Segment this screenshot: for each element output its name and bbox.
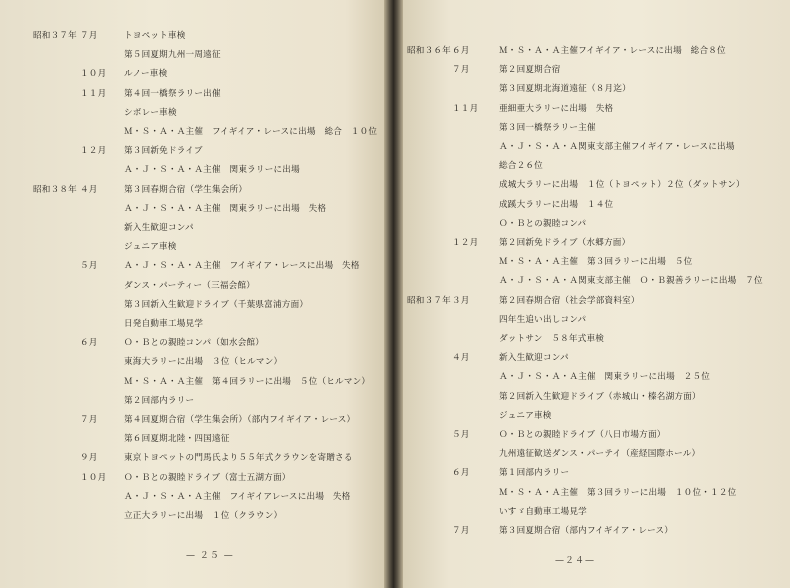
entry-text: Ａ・Ｊ・Ｓ・Ａ・Ａ関東支部主催 Ｏ・Ｂ親善ラリーに出場 ７位 <box>499 276 763 287</box>
entry-month: ６月 <box>80 338 98 349</box>
entry-text: Ｏ・Ｂとの親睦ドライブ（富士五湖方面） <box>124 472 291 483</box>
entry-text: 第２回部内ラリー <box>124 395 195 406</box>
entry-text: Ａ・Ｊ・Ｓ・Ａ・Ａ主催 フイギイア・レースに出場 失格 <box>124 261 360 272</box>
entry-text: 総合２６位 <box>499 161 543 172</box>
entry-text: いすゞ自動車工場見学 <box>499 506 587 517</box>
entry-era: 昭和３８年 <box>33 184 77 195</box>
entry-text: ダンス・パーティー（三福会館） <box>124 280 256 291</box>
entry-month: １２月 <box>452 238 479 248</box>
entry-month: １０月 <box>80 69 107 80</box>
entry-text: Ｍ・Ｓ・Ａ・Ａ主催 第４回ラリーに出場 ５位（ヒルマン） <box>124 376 371 387</box>
entry-text: 第２回新免ドライブ（水郷方面） <box>499 238 631 248</box>
entry-text: 亜細亜大ラリーに出場 失格 <box>499 103 614 114</box>
entry-text: ダットサン ５８年式車検 <box>499 334 605 344</box>
entry-text: 新入生歓迎コンパ <box>124 223 194 233</box>
entry-text: トヨペット車検 <box>124 31 186 41</box>
entry-text: 第２回新入生歓迎ドライブ（赤城山・榛名湖方面） <box>499 391 701 402</box>
entry-month: １０月 <box>80 472 107 483</box>
entry-text: Ｍ・Ｓ・Ａ・Ａ主催 フイギイア・レースに出場 総合 １０位 <box>124 127 378 137</box>
entry-text: 第３回夏期合宿（部内フイギイア・レース） <box>499 526 674 536</box>
entry-month: ９月 <box>80 453 98 464</box>
entry-text: 第３回新免ドライブ <box>124 146 203 157</box>
entry-text: 第３回春期合宿（学生集会所） <box>124 184 248 195</box>
entry-text: 立正大ラリーに出場 １位（クラウン） <box>124 511 283 521</box>
entry-text: ジュニア車検 <box>124 242 177 253</box>
entry-text: 第５回夏期九州一周遠征 <box>124 50 221 61</box>
entry-month: ６月 <box>452 468 470 479</box>
entry-text: ジュニア車検 <box>499 410 552 421</box>
entry-month: ７月 <box>452 526 470 536</box>
entry-text: 新入生歓迎コンパ <box>499 353 569 364</box>
entry-month: ７月 <box>452 65 470 76</box>
entry-month: ５月 <box>452 430 470 440</box>
entry-text: 東海大ラリーに出場 ３位（ヒルマン） <box>124 357 283 368</box>
left-page <box>0 0 384 588</box>
entry-text: シボレー車検 <box>124 107 177 118</box>
entry-text: Ｍ・Ｓ・Ａ・Ａ主催 第３回ラリーに出場 １０位・１２位 <box>499 487 737 498</box>
entry-text: 成城大ラリーに出場 １位（トヨペット）２位（ダットサン） <box>499 180 745 191</box>
entry-text: ルノー車検 <box>124 69 168 80</box>
entry-month: ７月 <box>80 415 98 425</box>
entry-text: Ｏ・Ｂとの親睦コンパ <box>499 218 587 229</box>
entry-month: ４月 <box>80 184 98 195</box>
entry-text: 第４回一橋祭ラリー出催 <box>124 88 221 99</box>
entry-text: 第３回新入生歓迎ドライブ（千葉県富浦方面） <box>124 299 309 310</box>
entry-month: １１月 <box>80 88 107 99</box>
entry-text: 第６回夏期北陸・四国遠征 <box>124 434 230 445</box>
entry-text: 第２回夏期合宿 <box>499 65 561 76</box>
entry-month: ６月 <box>452 46 470 56</box>
entry-month: ４月 <box>452 353 470 364</box>
entry-text: Ｍ・Ｓ・Ａ・Ａ主催 第３回ラリーに出場 ５位 <box>499 257 693 268</box>
right-page <box>403 0 790 588</box>
entry-text: 四年生追い出しコンパ <box>499 314 587 325</box>
entry-text: Ｏ・Ｂとの親睦ドライブ（八日市場方面） <box>499 430 666 440</box>
page-number: —２４— <box>555 556 596 566</box>
entry-text: 第３回一橋祭ラリー主催 <box>499 122 596 133</box>
entry-text: 東京トヨペットの門馬氏より５５年式クラウンを寄贈さる <box>124 453 353 464</box>
entry-text: 日発自動車工場見学 <box>124 319 204 329</box>
entry-era: 昭和３７年 <box>407 295 451 306</box>
entry-text: 成蹊大ラリーに出場 １４位 <box>499 199 614 210</box>
entry-text: Ａ・Ｊ・Ｓ・Ａ・Ａ主催 フイギイアレースに出場 失格 <box>124 491 351 502</box>
entry-month: ７月 <box>80 31 98 41</box>
entry-text: 第３回夏期北海道遠征（８月迄） <box>499 84 631 95</box>
entry-text: 九州遠征歓送ダンス・パーテイ（産経国際ホール） <box>499 449 701 460</box>
entry-era: 昭和３７年 <box>33 31 77 41</box>
entry-text: Ａ・Ｊ・Ｓ・Ａ・Ａ主催 関東ラリーに出場 <box>124 165 300 176</box>
entry-text: Ｍ・Ｓ・Ａ・Ａ主催フイギイア・レースに出場 総合８位 <box>499 46 726 56</box>
entry-month: １２月 <box>80 146 107 157</box>
entry-text: 第１回部内ラリー <box>499 468 570 479</box>
entry-text: 第２回春期合宿（社会学部資料室） <box>499 295 640 306</box>
entry-month: １１月 <box>452 103 479 114</box>
page-number: — ２５ — <box>186 551 234 561</box>
entry-era: 昭和３６年 <box>407 46 451 56</box>
entry-month: ３月 <box>452 295 470 306</box>
entry-month: ５月 <box>80 261 98 272</box>
entry-text: Ａ・Ｊ・Ｓ・Ａ・Ａ関東支部主催フイギイア・レースに出場 <box>499 142 735 152</box>
entry-text: Ｏ・Ｂとの親睦コンパ（如水会館） <box>124 338 265 349</box>
entry-text: Ａ・Ｊ・Ｓ・Ａ・Ａ主催 関東ラリーに出場 失格 <box>124 203 327 214</box>
book-gutter <box>384 0 403 588</box>
entry-text: Ａ・Ｊ・Ｓ・Ａ・Ａ主催 関東ラリーに出場 ２５位 <box>499 372 711 383</box>
entry-text: 第４回夏期合宿（学生集会所）（部内フイギイア・レース） <box>124 415 356 425</box>
